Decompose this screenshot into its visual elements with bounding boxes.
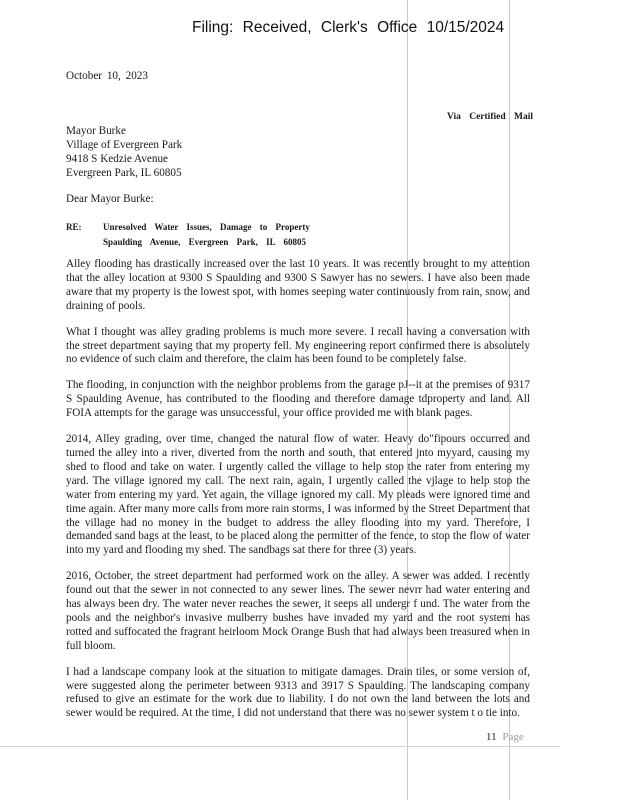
filing-stamp: Filing: Received, Clerk's Office 10/15/2024 [192, 19, 505, 36]
page-label: Page [502, 731, 524, 743]
recipient-street: 9418 S Kedzie Avenue [66, 153, 169, 165]
page-number [486, 731, 524, 743]
recipient-city: Evergreen Park, IL 60805 [66, 167, 182, 179]
delivery-method: Via Certified Mail [446, 112, 533, 122]
recipient-address [66, 124, 182, 180]
letter-date: October 10, 2023 [66, 70, 148, 82]
body-paragraph: 2016, October, the street department had performed work on the alley. A sewer was added. I recently found out that the sewer in not connected to any sewer lines. The sewer nevrr had water entering and has always been dry. The water never reaches the sewer, it seeps all undergr f und. The water from the pools and the neighbor's invasive mulberry bushes have invaded my yard and the root system has rotted and suffocated the fragrant heirloom Mock Orange Bush that had always been treasured when in full bloom. [66, 570, 530, 652]
scan-line-bottom [0, 746, 560, 747]
body-paragraph: Alley flooding has drastically increased over the last 10 years. It was recently brought to my attention that the alley location at 9300 S Spaulding and 9300 S Sawyer has no sewers. I have also been made aware that my property is the lowest spot, with homes seeping water continuously from rain, snow, and draining of pools. [66, 258, 530, 312]
re-label: RE: [66, 222, 82, 232]
recipient-org: Village of Evergreen Park [66, 139, 183, 151]
recipient-name: Mayor Burke [66, 125, 126, 137]
body-paragraph: 2014, Alley grading, over time, changed the natural flow of water. Heavy do"fipours occurred and turned the alley into a river, diverted from the north and south, that entered jnto myyard, causing my shed to flood and take on water. I urgently called the village to help stop the rater from entering my yard. The village ignored my call. The next rain, again, I urgently called the vjlage to help stop the water from entering my yard. Yet again, the village ignored my call. My pleads were ignored time and time again. After many more calls from more rain storms, I was informed by the Street Department that the village had no money in the budget to address the alley flooding into my yard. Therefore, I demanded sand bags at the least, to be placed along the permitter of the fence, to stop the flow of water into my yard and flooding my shed. The sandbags sat there for three (3) years. [66, 433, 530, 557]
letter-body [66, 258, 530, 733]
page-number-value: 11 [486, 731, 497, 743]
body-paragraph: The flooding, in conjunction with the neighbor problems from the garage pJ--it at the premises of 9317 S Spaulding Avenue, has contributed to the flooding and therefore damage tdproperty and land. All FOIA attempts for the garage was unsuccessful, your office provided me with blank pages. [66, 379, 530, 420]
body-paragraph: I had a landscape company look at the situation to mitigate damages. Drain tiles, or some version of, were suggested along the perimeter between 9313 and 3917 S Spaulding. The landscaping company refused to give an estimate for the work due to liability. I do not own the land between the lots and sewer would be required. At the time, I did not understand that there was no sewer system t o tie into. [66, 665, 530, 720]
re-line-1: Unresolved Water Issues, Damage to Property [103, 222, 310, 232]
salutation: Dear Mayor Burke: [66, 193, 154, 205]
re-block [66, 220, 310, 250]
body-paragraph: What I thought was alley grading problems is much more severe. I recall having a conversation with the street department saying that my property fell. My engineering report confirmed there is absolutely no evidence of such claim and therefore, the claim has been found to be completely false. [66, 325, 530, 366]
re-line-2: Spaulding Avenue, Evergreen Park, IL 60805 [103, 237, 306, 247]
